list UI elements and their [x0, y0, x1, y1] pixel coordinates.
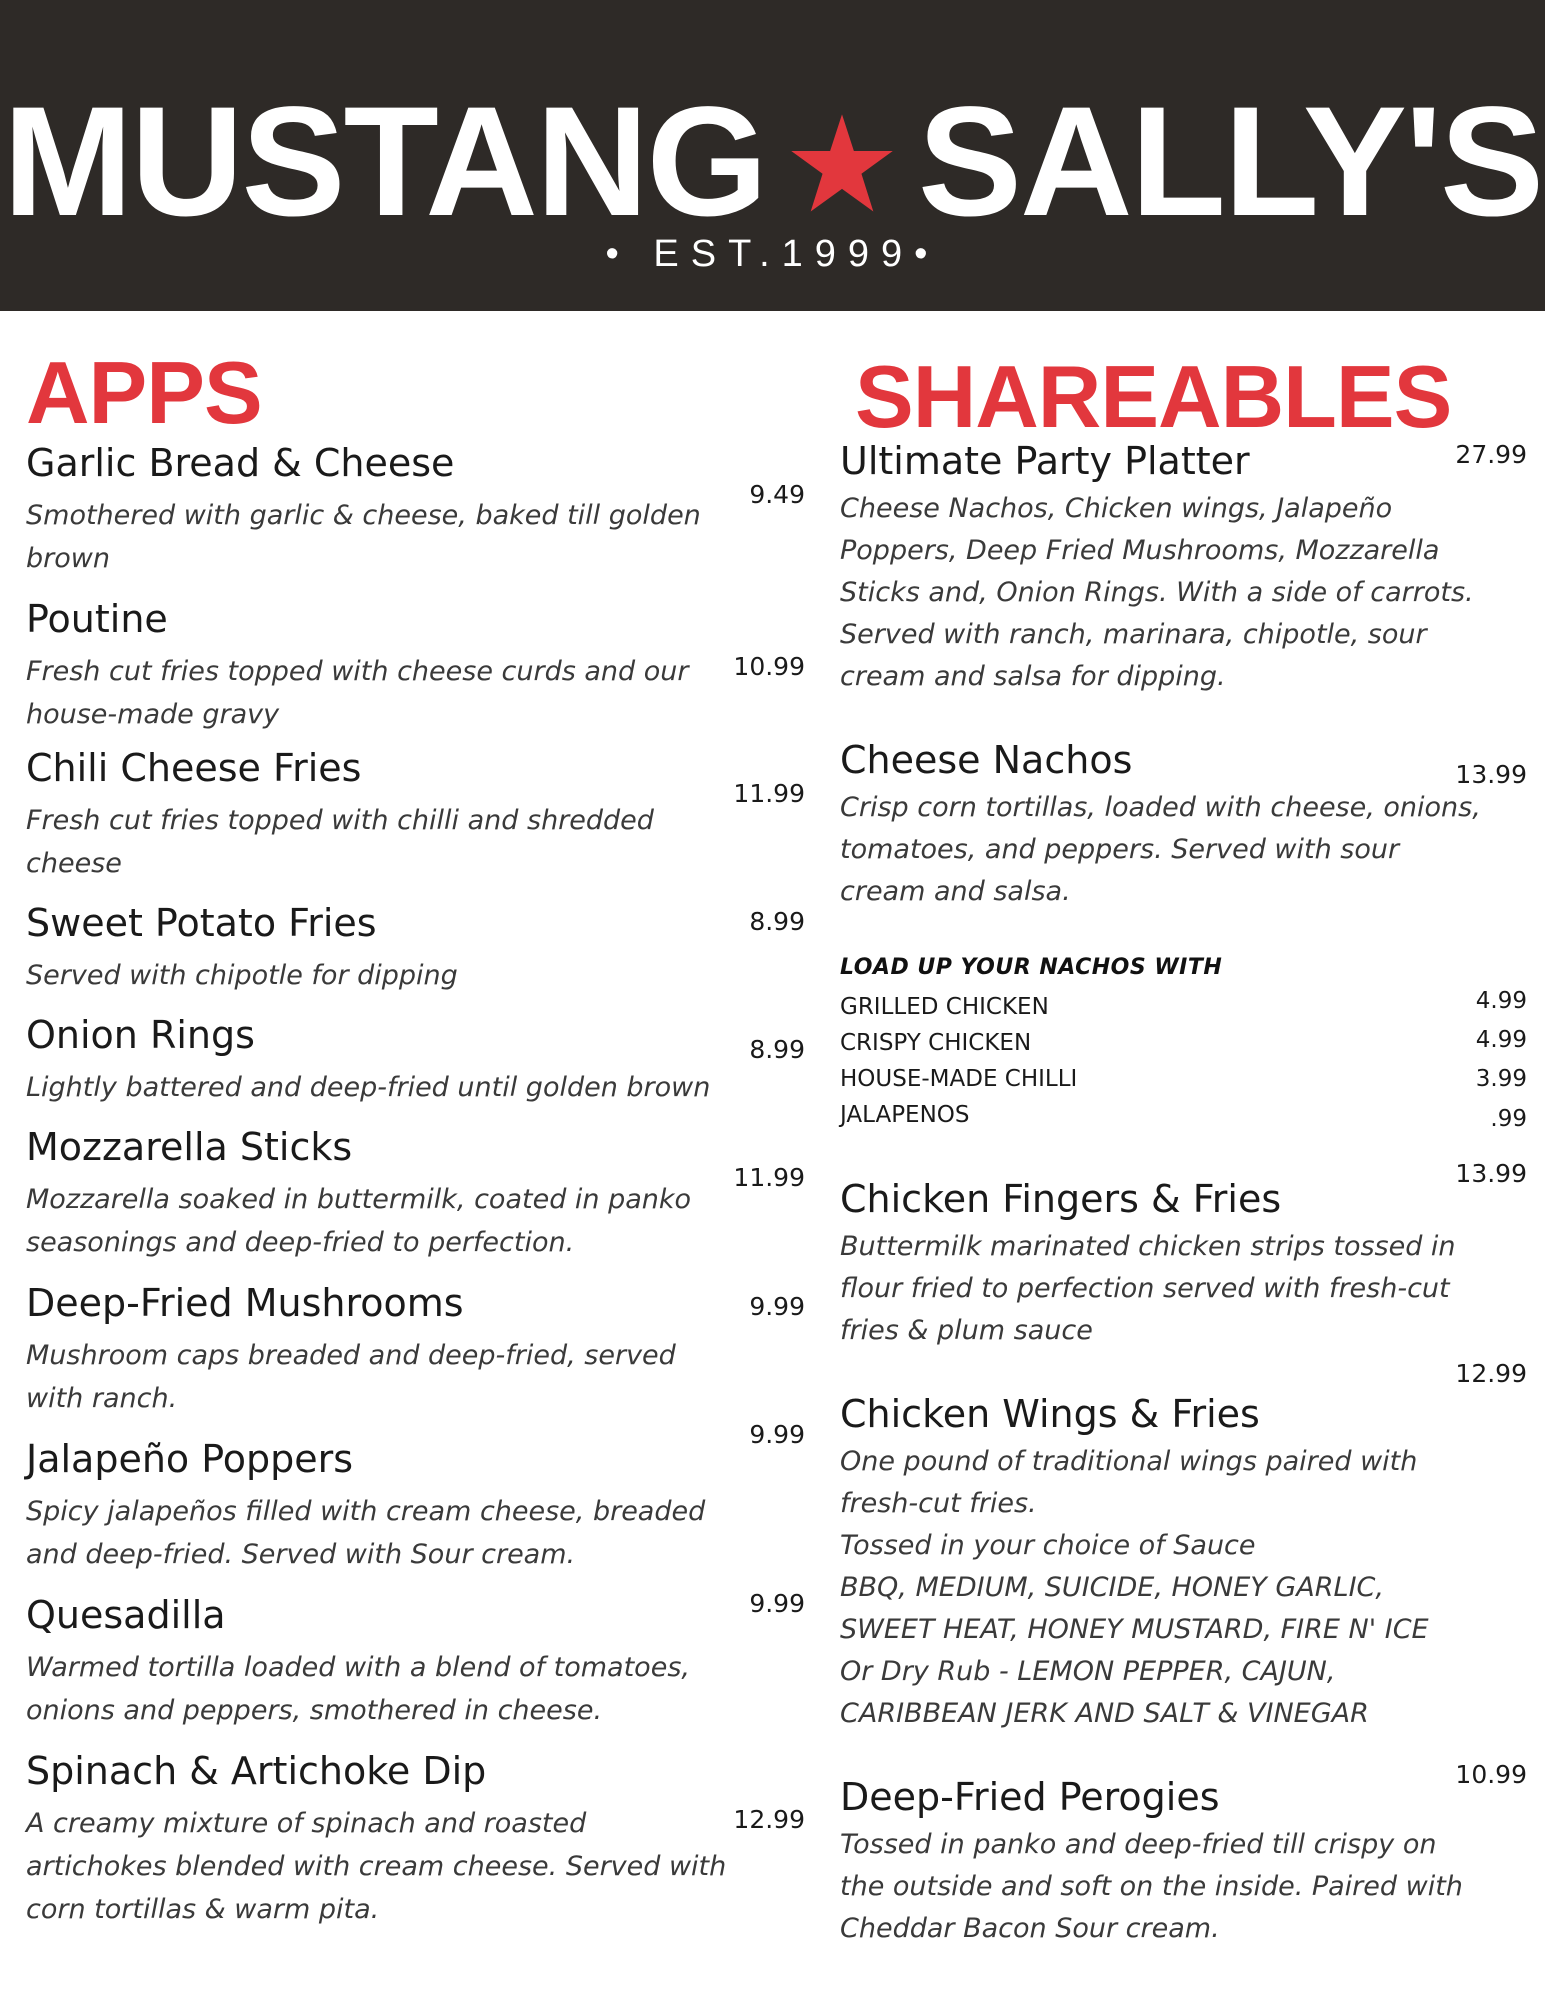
menu-item-jalapeno-poppers: [26, 1436, 705, 1576]
addon-item: HOUSE-MADE CHILLI: [840, 1066, 1078, 1092]
item-price: 9.99: [749, 1420, 805, 1449]
item-description: Cheese Nachos, Chicken wings, Jalapeño Poppers, Deep Fried Mushrooms, Mozzarella Sticks and, Onion Rings. With a side of carrots. Served with ranch, marinara, chipotle, sour cream and salsa for dipping.: [840, 493, 1474, 692]
item-description: One pound of traditional wings paired with fresh-cut fries. Tossed in your choice of Sauce BBQ, MEDIUM, SUICIDE, HONEY GARLIC, SWEET HEAT, HONEY MUSTARD, FIRE N' ICE Or Dry Rub - LEMON PEPPER, CAJUN, CARIBBEAN JERK AND SALT & VINEGAR: [840, 1446, 1429, 1729]
item-price: 12.99: [1455, 1359, 1527, 1388]
menu-item-chicken-wings-fries: [840, 1391, 1429, 1735]
addon-item: GRILLED CHICKEN: [840, 994, 1049, 1020]
item-name: Deep-Fried Mushrooms: [26, 1281, 464, 1325]
item-price: 12.99: [733, 1805, 805, 1834]
item-price: 9.49: [749, 480, 805, 509]
item-price: 11.99: [733, 779, 805, 808]
menu-item-poutine: [26, 596, 688, 736]
item-description: Tossed in panko and deep-fried till crispy on the outside and soft on the inside. Paired with Cheddar Bacon Sour cream.: [840, 1829, 1463, 1944]
item-description: Lightly battered and deep-fried until golden brown: [26, 1072, 711, 1103]
star-icon: [788, 110, 896, 218]
restaurant-logo: [0, 75, 1545, 249]
item-description: Buttermilk marinated chicken strips tossed in flour fried to perfection served with fresh-cut fries & plum sauce: [840, 1231, 1456, 1346]
item-price: 27.99: [1455, 440, 1527, 469]
menu-item-deep-fried-mushrooms: [26, 1280, 676, 1420]
item-price: 10.99: [1455, 1760, 1527, 1789]
menu-item-ultimate-party-platter: [840, 438, 1474, 698]
item-description: Spicy jalapeños filled with cream cheese, breaded and deep-fried. Served with Sour cream.: [26, 1496, 706, 1570]
menu-item-spinach-artichoke-dip: [26, 1748, 726, 1931]
item-name: Ultimate Party Platter: [840, 439, 1250, 483]
item-price: 11.99: [733, 1163, 805, 1192]
established-year: • EST.1999•: [605, 233, 940, 275]
apps-section-title: APPS: [26, 343, 262, 442]
item-name: Cheese Nachos: [840, 738, 1133, 782]
item-name: Sweet Potato Fries: [26, 901, 377, 945]
addon-item: JALAPENOS: [840, 1102, 970, 1128]
item-description: Smothered with garlic & cheese, baked till golden brown: [26, 500, 701, 574]
addons-title: LOAD UP YOUR NACHOS WITH: [840, 955, 1223, 980]
brand-name-right: SALLY'S: [917, 75, 1543, 249]
item-price: 10.99: [733, 652, 805, 681]
menu-item-deep-fried-perogies: [840, 1774, 1463, 1950]
item-name: Chili Cheese Fries: [26, 746, 362, 790]
item-price: 13.99: [1455, 760, 1527, 789]
item-name: Mozzarella Sticks: [26, 1125, 353, 1169]
addon-price: 3.99: [1475, 1066, 1527, 1092]
item-price: 13.99: [1455, 1159, 1527, 1188]
item-name: Jalapeño Poppers: [26, 1437, 354, 1481]
item-name: Chicken Fingers & Fries: [840, 1177, 1282, 1221]
item-name: Poutine: [26, 597, 168, 641]
brand-name-left: MUSTANG: [2, 75, 766, 249]
addon-price: .99: [1490, 1106, 1527, 1132]
item-description: Mozzarella soaked in buttermilk, coated in panko seasonings and deep-fried to perfection.: [26, 1184, 692, 1258]
item-description: Crisp corn tortillas, loaded with cheese, onions, tomatoes, and peppers. Served with sour cream and salsa.: [840, 792, 1481, 907]
addon-price: 4.99: [1475, 1027, 1527, 1053]
menu-item-onion-rings: [26, 1012, 710, 1109]
item-name: Spinach & Artichoke Dip: [26, 1749, 487, 1793]
item-price: 9.99: [749, 1292, 805, 1321]
item-price: 8.99: [749, 907, 805, 936]
addon-item: CRISPY CHICKEN: [840, 1030, 1032, 1056]
menu-item-cheese-nachos: [840, 737, 1481, 913]
item-name: Onion Rings: [26, 1013, 255, 1057]
addon-price: 4.99: [1475, 988, 1527, 1014]
item-name: Garlic Bread & Cheese: [26, 441, 455, 485]
item-description: Fresh cut fries topped with cheese curds and our house-made gravy: [26, 656, 689, 730]
item-name: Chicken Wings & Fries: [840, 1392, 1260, 1436]
item-description: Warmed tortilla loaded with a blend of tomatoes, onions and peppers, smothered in cheese.: [26, 1652, 690, 1726]
menu-item-garlic-bread: [26, 440, 701, 580]
menu-item-mozzarella-sticks: [26, 1124, 691, 1264]
item-name: Deep-Fried Perogies: [840, 1775, 1220, 1819]
item-description: Served with chipotle for dipping: [26, 960, 458, 991]
item-description: Fresh cut fries topped with chilli and shredded cheese: [26, 805, 654, 879]
menu-item-quesadilla: [26, 1592, 690, 1732]
item-name: Quesadilla: [26, 1593, 226, 1637]
item-price: 8.99: [749, 1035, 805, 1064]
item-description: Mushroom caps breaded and deep-fried, served with ranch.: [26, 1340, 676, 1414]
menu-header: [0, 0, 1545, 311]
menu-item-chili-cheese-fries: [26, 745, 654, 885]
item-description: A creamy mixture of spinach and roasted artichokes blended with cream cheese. Served with corn tortillas & warm pita.: [26, 1808, 727, 1925]
menu-item-chicken-fingers-fries: [840, 1176, 1456, 1352]
shareables-section-title: SHAREABLES: [855, 347, 1452, 446]
item-price: 9.99: [749, 1589, 805, 1618]
menu-item-sweet-potato-fries: [26, 900, 458, 997]
